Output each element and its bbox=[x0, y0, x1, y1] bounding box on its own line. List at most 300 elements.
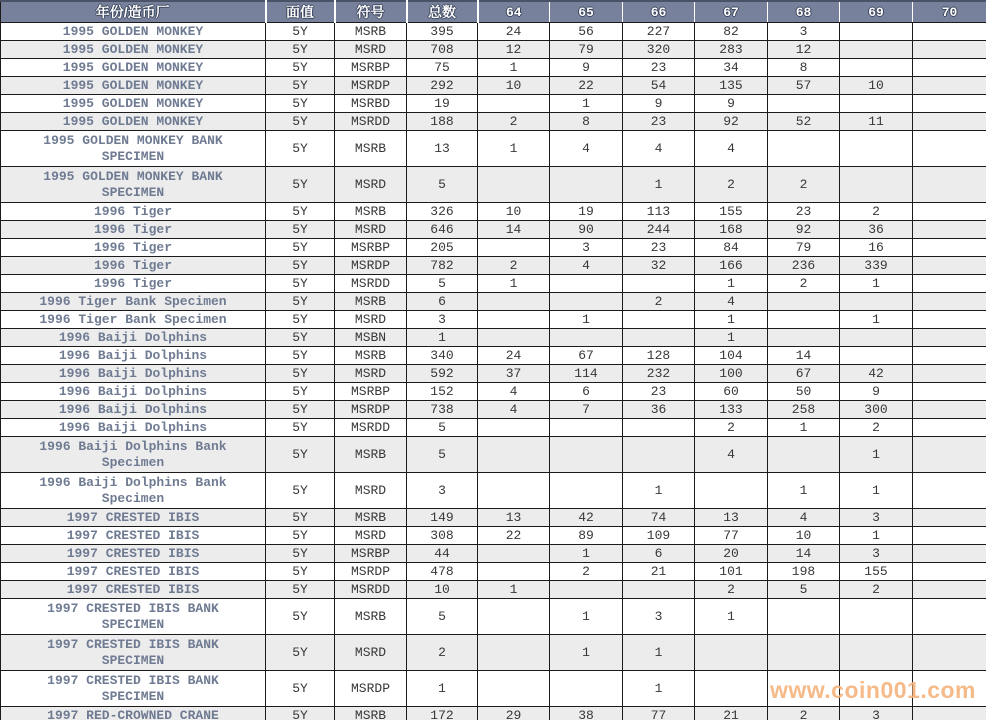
grade-cell-68 bbox=[768, 311, 840, 329]
coin-name-cell[interactable]: 1995 GOLDEN MONKEY bbox=[1, 113, 266, 131]
grade-cell-64: 24 bbox=[478, 347, 550, 365]
total-cell: 2 bbox=[407, 635, 478, 671]
grade-cell-68: 14 bbox=[768, 347, 840, 365]
grade-cell-67: 168 bbox=[695, 221, 768, 239]
grade-cell-66: 36 bbox=[623, 401, 695, 419]
denomination-cell: 5Y bbox=[266, 311, 335, 329]
grade-cell-64 bbox=[478, 239, 550, 257]
grade-cell-67 bbox=[695, 635, 768, 671]
grade-cell-67: 166 bbox=[695, 257, 768, 275]
symbol-cell: MSRDP bbox=[335, 77, 407, 95]
grade-cell-65: 56 bbox=[550, 23, 623, 41]
denomination-cell: 5Y bbox=[266, 419, 335, 437]
coin-name-cell[interactable]: 1996 Tiger bbox=[1, 221, 266, 239]
denomination-cell: 5Y bbox=[266, 113, 335, 131]
coin-name-cell[interactable]: 1996 Tiger bbox=[1, 239, 266, 257]
denomination-cell: 5Y bbox=[266, 95, 335, 113]
coin-name-cell[interactable]: 1995 GOLDEN MONKEY BANK SPECIMEN bbox=[1, 131, 266, 167]
coin-name-cell[interactable]: 1996 Tiger Bank Specimen bbox=[1, 293, 266, 311]
denomination-cell: 5Y bbox=[266, 329, 335, 347]
grade-cell-70 bbox=[913, 473, 986, 509]
grade-cell-65: 22 bbox=[550, 77, 623, 95]
table-row bbox=[1, 509, 986, 527]
grade-cell-65 bbox=[550, 293, 623, 311]
column-header-grade-65: 65 bbox=[550, 1, 623, 23]
grade-cell-70 bbox=[913, 437, 986, 473]
column-header-grade-69: 69 bbox=[840, 1, 913, 23]
total-cell: 326 bbox=[407, 203, 478, 221]
symbol-cell: MSRD bbox=[335, 635, 407, 671]
grade-cell-68: 12 bbox=[768, 41, 840, 59]
grade-cell-65: 1 bbox=[550, 95, 623, 113]
total-cell: 13 bbox=[407, 131, 478, 167]
table-row bbox=[1, 383, 986, 401]
grade-cell-65: 4 bbox=[550, 257, 623, 275]
grade-cell-69: 3 bbox=[840, 509, 913, 527]
table-row bbox=[1, 77, 986, 95]
grade-cell-64: 10 bbox=[478, 77, 550, 95]
grade-cell-70 bbox=[913, 383, 986, 401]
grade-cell-68: 1 bbox=[768, 473, 840, 509]
grade-cell-67 bbox=[695, 473, 768, 509]
grade-cell-64 bbox=[478, 545, 550, 563]
grade-cell-70 bbox=[913, 401, 986, 419]
grade-cell-64 bbox=[478, 437, 550, 473]
table-row bbox=[1, 419, 986, 437]
grade-cell-66 bbox=[623, 329, 695, 347]
table-row bbox=[1, 401, 986, 419]
grade-cell-65: 1 bbox=[550, 545, 623, 563]
symbol-cell: MSRB bbox=[335, 203, 407, 221]
grade-cell-70 bbox=[913, 365, 986, 383]
grade-cell-69: 42 bbox=[840, 365, 913, 383]
total-cell: 782 bbox=[407, 257, 478, 275]
coin-name-cell[interactable]: 1997 CRESTED IBIS bbox=[1, 545, 266, 563]
table-row bbox=[1, 581, 986, 599]
grade-cell-66: 32 bbox=[623, 257, 695, 275]
grade-cell-70 bbox=[913, 347, 986, 365]
denomination-cell: 5Y bbox=[266, 509, 335, 527]
grade-cell-70 bbox=[913, 113, 986, 131]
coin-name-cell[interactable]: 1995 GOLDEN MONKEY bbox=[1, 77, 266, 95]
grade-cell-64 bbox=[478, 95, 550, 113]
grade-cell-64 bbox=[478, 419, 550, 437]
grade-cell-66: 54 bbox=[623, 77, 695, 95]
table-row bbox=[1, 437, 986, 473]
grade-cell-68: 57 bbox=[768, 77, 840, 95]
grade-cell-69 bbox=[840, 23, 913, 41]
total-cell: 188 bbox=[407, 113, 478, 131]
coin-name-cell[interactable]: 1996 Baiji Dolphins bbox=[1, 419, 266, 437]
grade-cell-67 bbox=[695, 671, 768, 707]
grade-cell-70 bbox=[913, 23, 986, 41]
grade-cell-70 bbox=[913, 581, 986, 599]
grade-cell-64: 4 bbox=[478, 383, 550, 401]
grade-cell-68: 258 bbox=[768, 401, 840, 419]
coin-name-cell[interactable]: 1996 Baiji Dolphins bbox=[1, 401, 266, 419]
total-cell: 6 bbox=[407, 293, 478, 311]
grade-cell-67: 100 bbox=[695, 365, 768, 383]
grade-cell-67: 133 bbox=[695, 401, 768, 419]
grade-cell-70 bbox=[913, 275, 986, 293]
column-header-grade-67: 67 bbox=[695, 1, 768, 23]
coin-name-cell[interactable]: 1996 Tiger Bank Specimen bbox=[1, 311, 266, 329]
denomination-cell: 5Y bbox=[266, 23, 335, 41]
grade-cell-70 bbox=[913, 77, 986, 95]
symbol-cell: MSRD bbox=[335, 527, 407, 545]
total-cell: 75 bbox=[407, 59, 478, 77]
grade-cell-64 bbox=[478, 329, 550, 347]
grade-cell-65: 2 bbox=[550, 563, 623, 581]
grade-cell-65: 79 bbox=[550, 41, 623, 59]
grade-cell-64: 13 bbox=[478, 509, 550, 527]
table-row bbox=[1, 671, 986, 707]
grade-cell-70 bbox=[913, 257, 986, 275]
table-row bbox=[1, 95, 986, 113]
grade-cell-66: 320 bbox=[623, 41, 695, 59]
grade-cell-66: 227 bbox=[623, 23, 695, 41]
grade-cell-67: 13 bbox=[695, 509, 768, 527]
grade-cell-65 bbox=[550, 437, 623, 473]
grade-cell-67: 84 bbox=[695, 239, 768, 257]
total-cell: 308 bbox=[407, 527, 478, 545]
grade-cell-64 bbox=[478, 563, 550, 581]
header-row bbox=[1, 1, 986, 23]
column-header-grade-64: 64 bbox=[478, 1, 550, 23]
table-row bbox=[1, 203, 986, 221]
grade-cell-66: 23 bbox=[623, 239, 695, 257]
grade-cell-67: 2 bbox=[695, 167, 768, 203]
symbol-cell: MSRB bbox=[335, 293, 407, 311]
table-row bbox=[1, 275, 986, 293]
grade-cell-65: 8 bbox=[550, 113, 623, 131]
coin-name-cell[interactable]: 1996 Tiger bbox=[1, 257, 266, 275]
total-cell: 10 bbox=[407, 581, 478, 599]
grade-cell-67: 77 bbox=[695, 527, 768, 545]
grade-cell-65 bbox=[550, 473, 623, 509]
grade-cell-65: 7 bbox=[550, 401, 623, 419]
grade-cell-64: 1 bbox=[478, 275, 550, 293]
coin-name-cell[interactable]: 1996 Baiji Dolphins Bank Specimen bbox=[1, 473, 266, 509]
symbol-cell: MSRB bbox=[335, 437, 407, 473]
denomination-cell: 5Y bbox=[266, 635, 335, 671]
grade-cell-66: 9 bbox=[623, 95, 695, 113]
grade-cell-64: 10 bbox=[478, 203, 550, 221]
grade-cell-70 bbox=[913, 59, 986, 77]
symbol-cell: MSRBP bbox=[335, 545, 407, 563]
coin-name-cell[interactable]: 1995 GOLDEN MONKEY bbox=[1, 95, 266, 113]
column-header-grade-66: 66 bbox=[623, 1, 695, 23]
grade-cell-70 bbox=[913, 203, 986, 221]
grade-cell-68: 5 bbox=[768, 581, 840, 599]
grade-cell-66: 74 bbox=[623, 509, 695, 527]
column-header-symbol: 符号 bbox=[335, 1, 407, 23]
grade-cell-65 bbox=[550, 419, 623, 437]
symbol-cell: MSRBP bbox=[335, 383, 407, 401]
grade-cell-64: 24 bbox=[478, 23, 550, 41]
grade-cell-66 bbox=[623, 311, 695, 329]
grade-cell-68: 3 bbox=[768, 23, 840, 41]
denomination-cell: 5Y bbox=[266, 527, 335, 545]
total-cell: 149 bbox=[407, 509, 478, 527]
grade-cell-67: 1 bbox=[695, 275, 768, 293]
denomination-cell: 5Y bbox=[266, 167, 335, 203]
grade-cell-64: 12 bbox=[478, 41, 550, 59]
coin-name-cell[interactable]: 1997 RED-CROWNED CRANE bbox=[1, 707, 266, 720]
grade-cell-69 bbox=[840, 329, 913, 347]
denomination-cell: 5Y bbox=[266, 131, 335, 167]
coin-name-cell[interactable]: 1997 CRESTED IBIS bbox=[1, 527, 266, 545]
grade-cell-65 bbox=[550, 581, 623, 599]
total-cell: 3 bbox=[407, 473, 478, 509]
grade-cell-69: 155 bbox=[840, 563, 913, 581]
symbol-cell: MSRD bbox=[335, 365, 407, 383]
table-row bbox=[1, 473, 986, 509]
symbol-cell: MSRD bbox=[335, 473, 407, 509]
symbol-cell: MSRD bbox=[335, 167, 407, 203]
symbol-cell: MSRDP bbox=[335, 563, 407, 581]
table-row bbox=[1, 257, 986, 275]
denomination-cell: 5Y bbox=[266, 581, 335, 599]
total-cell: 738 bbox=[407, 401, 478, 419]
grade-cell-66: 23 bbox=[623, 113, 695, 131]
table-row bbox=[1, 599, 986, 635]
grade-cell-68 bbox=[768, 599, 840, 635]
coin-name-cell[interactable]: 1997 CRESTED IBIS BANK SPECIMEN bbox=[1, 599, 266, 635]
grade-cell-67: 92 bbox=[695, 113, 768, 131]
total-cell: 592 bbox=[407, 365, 478, 383]
grade-cell-70 bbox=[913, 635, 986, 671]
grade-cell-69 bbox=[840, 347, 913, 365]
coin-name-cell[interactable]: 1997 CRESTED IBIS bbox=[1, 581, 266, 599]
column-header-year-mint: 年份/造币厂 bbox=[1, 1, 266, 23]
grade-cell-67: 2 bbox=[695, 581, 768, 599]
grade-cell-69: 300 bbox=[840, 401, 913, 419]
total-cell: 172 bbox=[407, 707, 478, 720]
grade-cell-66: 113 bbox=[623, 203, 695, 221]
denomination-cell: 5Y bbox=[266, 599, 335, 635]
grade-cell-69: 36 bbox=[840, 221, 913, 239]
denomination-cell: 5Y bbox=[266, 59, 335, 77]
grade-cell-64: 4 bbox=[478, 401, 550, 419]
table-row bbox=[1, 131, 986, 167]
grade-cell-64 bbox=[478, 635, 550, 671]
denomination-cell: 5Y bbox=[266, 365, 335, 383]
grade-cell-68 bbox=[768, 671, 840, 707]
grade-cell-66: 2 bbox=[623, 293, 695, 311]
symbol-cell: MSRDD bbox=[335, 581, 407, 599]
grade-cell-70 bbox=[913, 599, 986, 635]
grade-cell-69 bbox=[840, 599, 913, 635]
symbol-cell: MSRDD bbox=[335, 419, 407, 437]
grade-cell-69 bbox=[840, 635, 913, 671]
symbol-cell: MSRBP bbox=[335, 59, 407, 77]
grade-cell-67: 283 bbox=[695, 41, 768, 59]
grade-cell-70 bbox=[913, 419, 986, 437]
table-row bbox=[1, 545, 986, 563]
denomination-cell: 5Y bbox=[266, 77, 335, 95]
symbol-cell: MSRBP bbox=[335, 239, 407, 257]
column-header-grade-70: 70 bbox=[913, 1, 986, 23]
grade-cell-69: 10 bbox=[840, 77, 913, 95]
grade-cell-67: 1 bbox=[695, 329, 768, 347]
table-row bbox=[1, 167, 986, 203]
grade-cell-64 bbox=[478, 167, 550, 203]
symbol-cell: MSRBD bbox=[335, 95, 407, 113]
grade-cell-64: 29 bbox=[478, 707, 550, 720]
table-row bbox=[1, 563, 986, 581]
grade-cell-67: 9 bbox=[695, 95, 768, 113]
table-row bbox=[1, 239, 986, 257]
coin-name-cell[interactable]: 1997 CRESTED IBIS bbox=[1, 563, 266, 581]
symbol-cell: MSRD bbox=[335, 311, 407, 329]
grade-cell-69 bbox=[840, 671, 913, 707]
grade-cell-64 bbox=[478, 671, 550, 707]
grade-cell-70 bbox=[913, 671, 986, 707]
grade-cell-70 bbox=[913, 95, 986, 113]
denomination-cell: 5Y bbox=[266, 545, 335, 563]
grade-cell-64: 1 bbox=[478, 59, 550, 77]
grade-cell-65: 4 bbox=[550, 131, 623, 167]
grade-cell-68: 79 bbox=[768, 239, 840, 257]
grade-cell-70 bbox=[913, 311, 986, 329]
coin-name-cell[interactable]: 1997 CRESTED IBIS BANK SPECIMEN bbox=[1, 635, 266, 671]
grade-cell-69: 9 bbox=[840, 383, 913, 401]
coin-name-cell[interactable]: 1996 Tiger bbox=[1, 203, 266, 221]
grade-cell-67: 101 bbox=[695, 563, 768, 581]
grade-cell-66: 1 bbox=[623, 671, 695, 707]
grade-cell-68: 14 bbox=[768, 545, 840, 563]
grade-cell-70 bbox=[913, 545, 986, 563]
coin-name-cell[interactable]: 1997 CRESTED IBIS bbox=[1, 509, 266, 527]
grade-cell-69: 1 bbox=[840, 527, 913, 545]
grade-cell-67: 4 bbox=[695, 293, 768, 311]
grade-cell-70 bbox=[913, 563, 986, 581]
denomination-cell: 5Y bbox=[266, 707, 335, 720]
grade-cell-65: 9 bbox=[550, 59, 623, 77]
total-cell: 205 bbox=[407, 239, 478, 257]
grade-cell-66: 77 bbox=[623, 707, 695, 720]
coin-name-cell[interactable]: 1996 Baiji Dolphins bbox=[1, 383, 266, 401]
total-cell: 1 bbox=[407, 329, 478, 347]
symbol-cell: MSRDP bbox=[335, 401, 407, 419]
denomination-cell: 5Y bbox=[266, 275, 335, 293]
grade-cell-69: 11 bbox=[840, 113, 913, 131]
total-cell: 395 bbox=[407, 23, 478, 41]
total-cell: 19 bbox=[407, 95, 478, 113]
grade-cell-66: 232 bbox=[623, 365, 695, 383]
coin-name-cell[interactable]: 1995 GOLDEN MONKEY bbox=[1, 41, 266, 59]
grade-cell-70 bbox=[913, 707, 986, 720]
symbol-cell: MSRD bbox=[335, 221, 407, 239]
coin-name-cell[interactable]: 1995 GOLDEN MONKEY BANK SPECIMEN bbox=[1, 167, 266, 203]
coin-name-cell[interactable]: 1996 Baiji Dolphins bbox=[1, 365, 266, 383]
grade-cell-68 bbox=[768, 329, 840, 347]
symbol-cell: MSRB bbox=[335, 23, 407, 41]
grade-cell-70 bbox=[913, 527, 986, 545]
coin-name-cell[interactable]: 1996 Baiji Dolphins bbox=[1, 347, 266, 365]
grade-cell-65: 19 bbox=[550, 203, 623, 221]
symbol-cell: MSRDD bbox=[335, 113, 407, 131]
denomination-cell: 5Y bbox=[266, 221, 335, 239]
grade-cell-66 bbox=[623, 419, 695, 437]
grade-cell-64: 1 bbox=[478, 131, 550, 167]
grade-cell-67: 155 bbox=[695, 203, 768, 221]
grade-cell-69 bbox=[840, 95, 913, 113]
grade-cell-69: 1 bbox=[840, 437, 913, 473]
table-row bbox=[1, 707, 986, 720]
grade-cell-67: 135 bbox=[695, 77, 768, 95]
grade-cell-65: 89 bbox=[550, 527, 623, 545]
grade-cell-67: 1 bbox=[695, 311, 768, 329]
table-row bbox=[1, 365, 986, 383]
total-cell: 44 bbox=[407, 545, 478, 563]
coin-name-cell[interactable]: 1996 Tiger bbox=[1, 275, 266, 293]
grade-cell-66: 23 bbox=[623, 59, 695, 77]
coin-name-cell[interactable]: 1996 Baiji Dolphins Bank Specimen bbox=[1, 437, 266, 473]
symbol-cell: MSRDD bbox=[335, 275, 407, 293]
grade-cell-70 bbox=[913, 239, 986, 257]
grade-cell-67: 4 bbox=[695, 437, 768, 473]
total-cell: 478 bbox=[407, 563, 478, 581]
table-row bbox=[1, 293, 986, 311]
grade-cell-65: 114 bbox=[550, 365, 623, 383]
column-header-denomination: 面值 bbox=[266, 1, 335, 23]
symbol-cell: MSRD bbox=[335, 41, 407, 59]
denomination-cell: 5Y bbox=[266, 563, 335, 581]
grade-cell-65 bbox=[550, 275, 623, 293]
denomination-cell: 5Y bbox=[266, 671, 335, 707]
grade-cell-64 bbox=[478, 473, 550, 509]
grade-cell-66: 3 bbox=[623, 599, 695, 635]
denomination-cell: 5Y bbox=[266, 347, 335, 365]
column-header-total: 总数 bbox=[407, 1, 478, 23]
grade-cell-65: 1 bbox=[550, 599, 623, 635]
grade-cell-66: 1 bbox=[623, 635, 695, 671]
symbol-cell: MSRB bbox=[335, 347, 407, 365]
grade-cell-68 bbox=[768, 131, 840, 167]
grade-cell-66: 128 bbox=[623, 347, 695, 365]
grade-cell-70 bbox=[913, 131, 986, 167]
coin-name-cell[interactable]: 1995 GOLDEN MONKEY bbox=[1, 23, 266, 41]
denomination-cell: 5Y bbox=[266, 383, 335, 401]
denomination-cell: 5Y bbox=[266, 203, 335, 221]
column-header-grade-68: 68 bbox=[768, 1, 840, 23]
grade-cell-69: 1 bbox=[840, 311, 913, 329]
symbol-cell: MSRDP bbox=[335, 671, 407, 707]
grade-cell-69 bbox=[840, 293, 913, 311]
grade-cell-64: 2 bbox=[478, 113, 550, 131]
coin-name-cell[interactable]: 1996 Baiji Dolphins bbox=[1, 329, 266, 347]
grade-cell-65: 1 bbox=[550, 635, 623, 671]
grade-cell-69 bbox=[840, 59, 913, 77]
grade-cell-69 bbox=[840, 131, 913, 167]
grade-cell-65: 1 bbox=[550, 311, 623, 329]
grade-cell-65: 67 bbox=[550, 347, 623, 365]
grade-cell-65: 6 bbox=[550, 383, 623, 401]
grade-cell-66 bbox=[623, 275, 695, 293]
grade-cell-67: 60 bbox=[695, 383, 768, 401]
grade-cell-66: 244 bbox=[623, 221, 695, 239]
table-row bbox=[1, 221, 986, 239]
table-row bbox=[1, 635, 986, 671]
coin-name-cell[interactable]: 1997 CRESTED IBIS BANK SPECIMEN bbox=[1, 671, 266, 707]
symbol-cell: MSRB bbox=[335, 599, 407, 635]
grade-cell-69: 2 bbox=[840, 581, 913, 599]
coin-name-cell[interactable]: 1995 GOLDEN MONKEY bbox=[1, 59, 266, 77]
grade-cell-66 bbox=[623, 581, 695, 599]
grade-cell-68: 2 bbox=[768, 707, 840, 720]
